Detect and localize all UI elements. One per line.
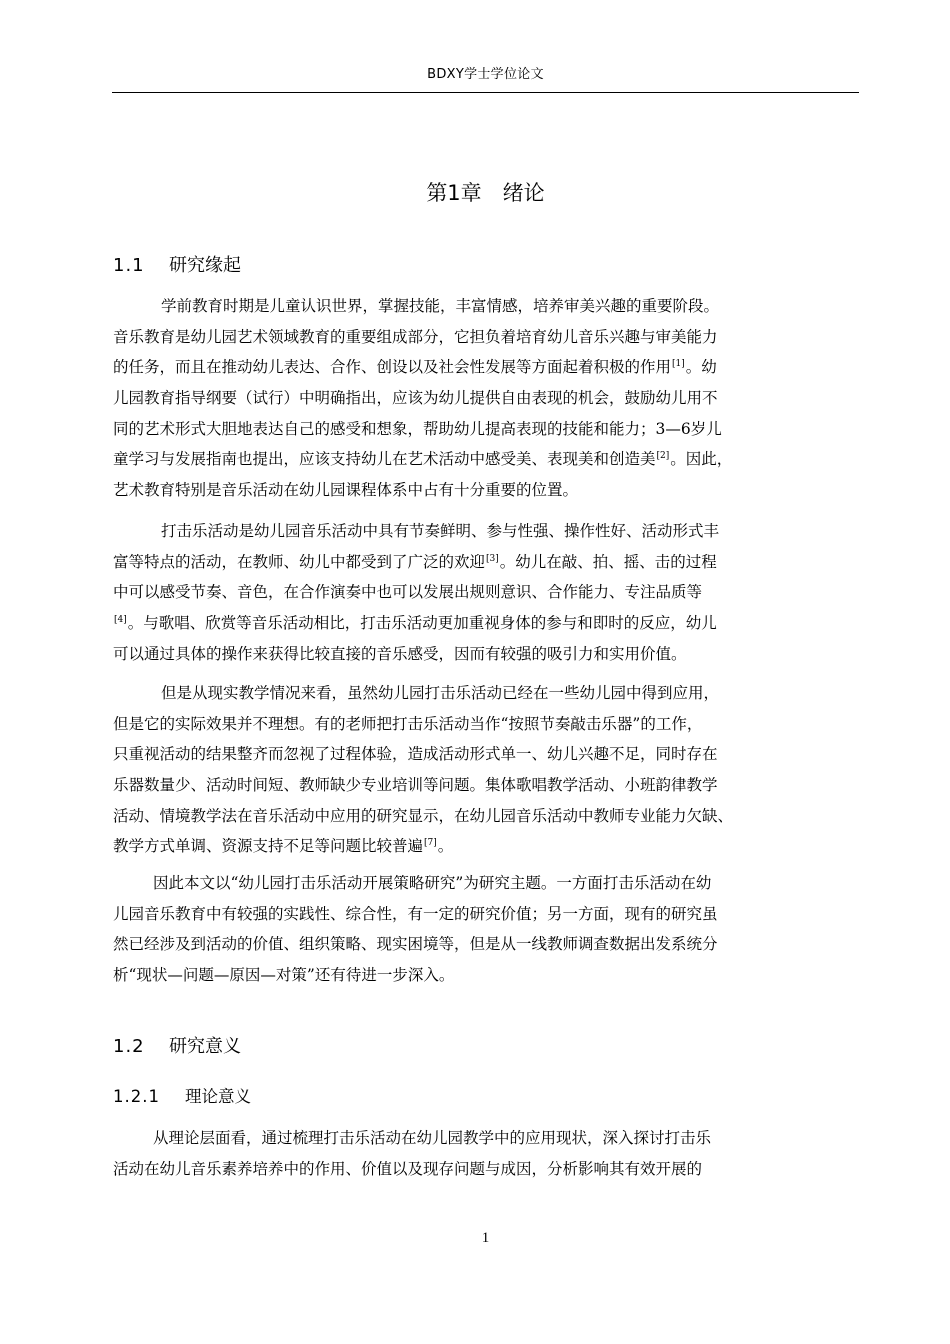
paragraph-line: 因此本文以“幼儿园打击乐活动开展策略研究”为研究主题。一方面打击乐活动在幼: [153, 874, 712, 892]
line-text: 。幼儿在敲、拍、摇、击的过程: [499, 552, 717, 571]
citation-marker: [3]: [486, 553, 499, 564]
paragraph-line: [113, 352, 860, 383]
citation-marker: [4]: [114, 615, 127, 626]
paragraph-line: 打击乐活动是幼儿园音乐活动中具有节奏鲜明、参与性强、操作性好、活动形式丰: [161, 522, 720, 540]
section-number: 1.2: [113, 1036, 145, 1057]
paragraph-line: 儿园音乐教育中有较强的实践性、综合性，有一定的研究价值；另一方面，现有的研究虽: [113, 904, 718, 923]
citation-marker: [2]: [656, 451, 670, 462]
header-divider: [112, 92, 859, 93]
paragraph-line: [113, 831, 860, 862]
paragraph-line: 儿园教育指导纲要（试行）中明确指出，应该为幼儿提供自由表现的机会，鼓励幼儿用不: [113, 389, 718, 408]
chapter-title: 第1章 绪论: [426, 181, 545, 205]
line-text: 。幼: [685, 358, 717, 377]
section-title: 研究缘起: [169, 255, 241, 276]
paragraph-line: 同的艺术形式大胆地表达自己的感受和想象，帮助幼儿提高表现的技能和能力；3—6岁儿: [113, 419, 722, 438]
paragraph-line: 可以通过具体的操作来获得比较直接的音乐感受，因而有较强的吸引力和实用价值。: [113, 644, 687, 663]
paragraph-line: 艺术教育特别是音乐活动在幼儿园课程体系中占有十分重要的位置。: [113, 481, 579, 500]
paragraph-theoretical-significance: [113, 1123, 860, 1184]
paragraph-line: 然已经涉及到活动的价值、组织策略、现实困境等，但是从一线教师调查数据出发系统分: [113, 935, 718, 954]
paragraph-research-origin-3: [113, 678, 860, 862]
paragraph-research-origin-2: [113, 516, 860, 669]
line-text: 。与歌唱、欣赏等音乐活动相比，打击乐活动更加重视身体的参与和即时的反应，幼儿: [127, 614, 717, 633]
paragraph-line: 学前教育时期是儿童认识世界，掌握技能，丰富情感，培养审美兴趣的重要阶段。: [161, 297, 720, 315]
line-text: 童学习与发展指南也提出，应该支持幼儿在艺术活动中感受美、表现美和创造美: [113, 450, 656, 469]
section-number: 1.1: [113, 255, 145, 276]
paragraph-research-origin-4: [113, 868, 860, 991]
subsection-title: 理论意义: [185, 1087, 251, 1106]
paragraph-line: 活动在幼儿音乐素养培养中的作用、价值以及现存问题与成因，分析影响其有效开展的: [113, 1159, 703, 1178]
section-title: 研究意义: [169, 1036, 241, 1057]
paragraph-line: 但是从现实教学情况来看，虽然幼儿园打击乐活动已经在一些幼儿园中得到应用，: [161, 684, 720, 702]
paragraph-line: 从理论层面看，通过梳理打击乐活动在幼儿园教学中的应用现状，深入探讨打击乐: [153, 1129, 712, 1147]
line-text: 教学方式单调、资源支持不足等问题比较普遍: [113, 837, 424, 856]
line-text: 。因此，: [670, 450, 733, 469]
line-text: 富等特点的活动，在教师、幼儿中都受到了广泛的欢迎: [113, 552, 486, 571]
paragraph-line: 析“现状—问题—原因—对策”还有待进一步深入。: [113, 966, 455, 985]
line-text: 的任务，而且在推动幼儿表达、合作、创设以及社会性发展等方面起着积极的作用: [113, 358, 672, 377]
paragraph-line: 乐器数量少、活动时间短、教师缺少专业培训等问题。集体歌唱教学活动、小班韵律教学: [113, 776, 718, 795]
citation-marker: [7]: [424, 838, 437, 849]
line-text: 。: [437, 837, 454, 856]
section-heading-1-2: [113, 1033, 241, 1061]
paragraph-line: [113, 547, 860, 578]
paragraph-line: 但是它的实际效果并不理想。有的老师把打击乐活动当作“按照节奏敲击乐器”的工作，: [113, 714, 703, 733]
running-header: BDXY学士学位论文: [427, 67, 544, 82]
paragraph-line: [113, 444, 860, 475]
subsection-heading-1-2-1: [113, 1083, 251, 1111]
paragraph-line: 中可以感受节奏、音色，在合作演奏中也可以发展出规则意识、合作能力、专注品质等: [113, 583, 703, 602]
page-number: 1: [481, 1230, 490, 1246]
paragraph-line: 只重视活动的结果整齐而忽视了过程体验，造成活动形式单一、幼儿兴趣不足，同时存在: [113, 745, 718, 764]
paragraph-line: 音乐教育是幼儿园艺术领域教育的重要组成部分，它担负着培育幼儿音乐兴趣与审美能力: [113, 327, 718, 346]
subsection-number: 1.2.1: [113, 1087, 160, 1106]
paragraph-line: 活动、情境教学法在音乐活动中应用的研究显示，在幼儿园音乐活动中教师专业能力欠缺、: [113, 806, 734, 825]
citation-marker: [1]: [672, 359, 685, 370]
paragraph-research-origin-1: [113, 291, 860, 506]
section-heading-1-1: [113, 252, 241, 280]
paragraph-line: [113, 608, 860, 639]
